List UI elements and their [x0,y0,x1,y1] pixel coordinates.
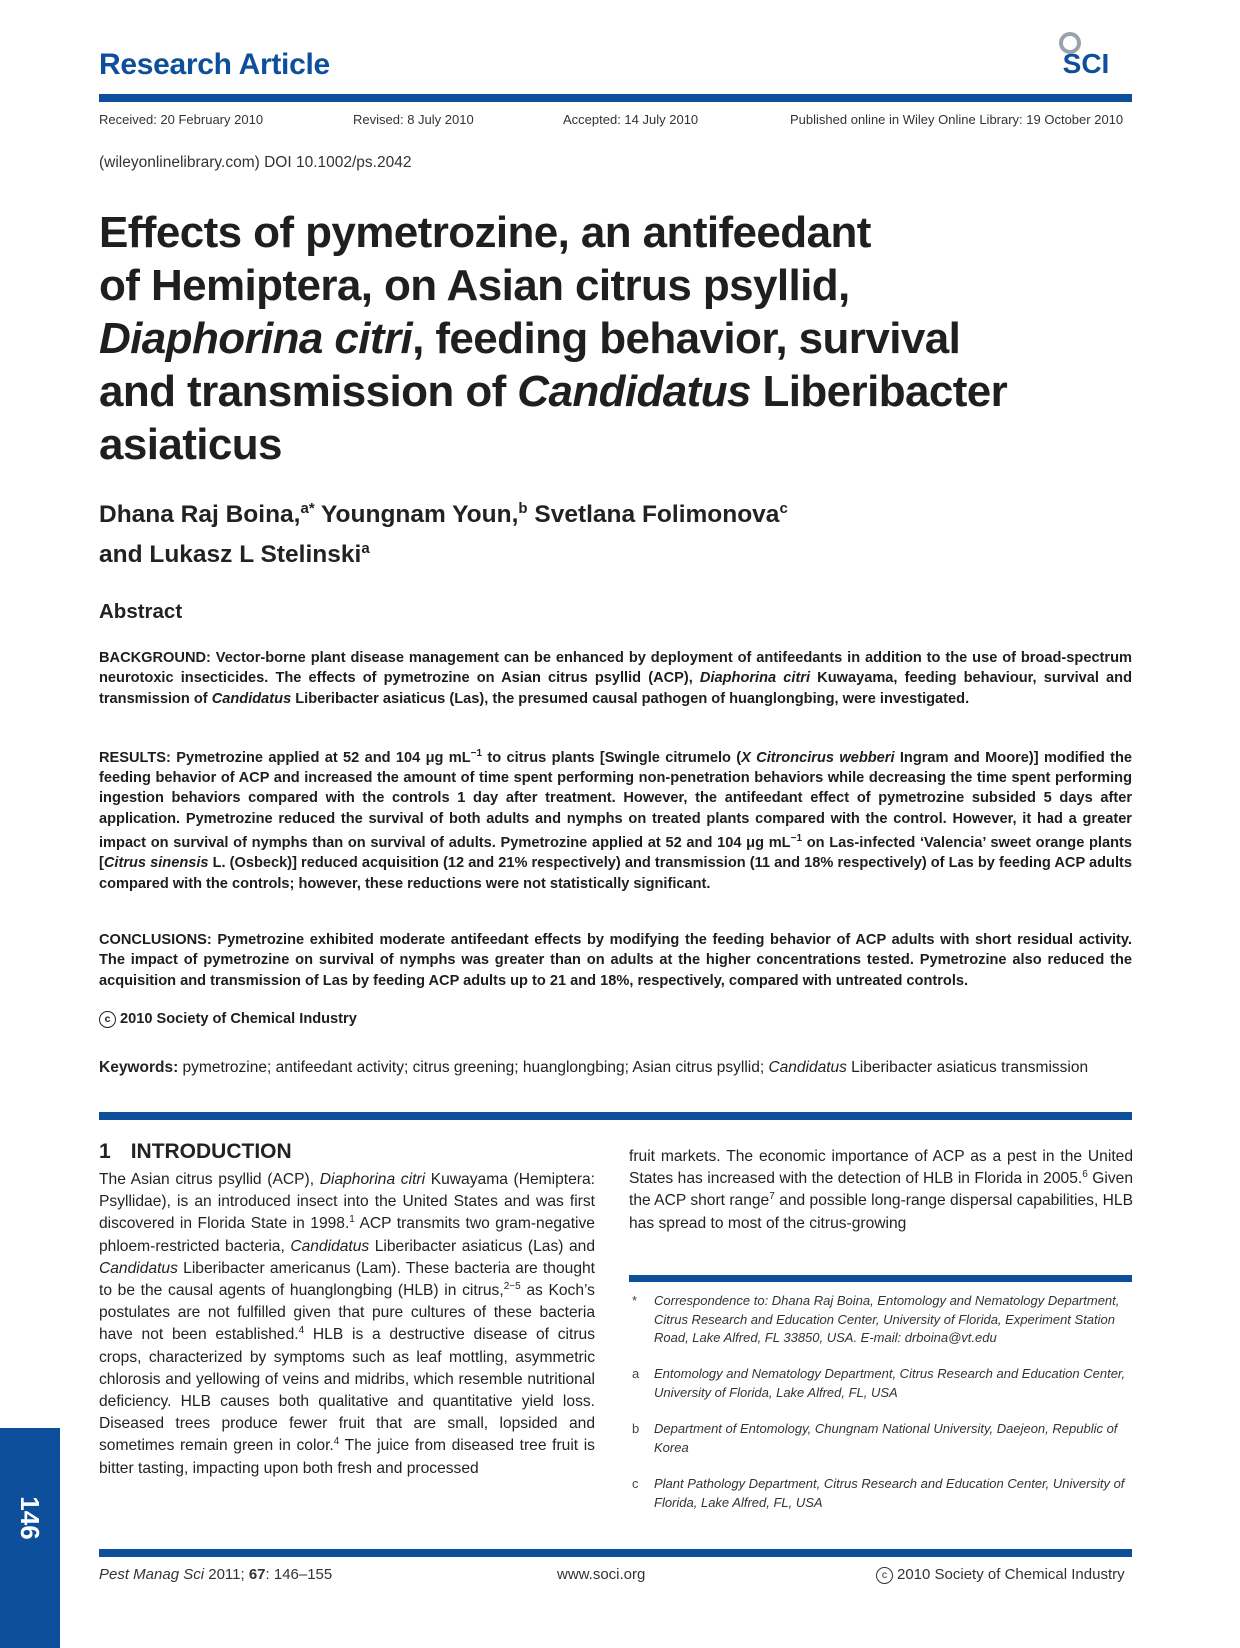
journal-name: Pest Manag Sci [99,1566,205,1583]
author-name: and Lukasz L Stelinski [99,541,362,569]
author-list [99,492,1139,572]
abstract-heading: Abstract [99,600,183,623]
body-text: as Koch’s postulates are not fulfilled given that pure cultures of these bacteria have not been established. [99,1282,595,1344]
citation-sup: 7 [769,1191,775,1203]
footnote-text: Entomology and Nematology Department, Citrus Research and Education Center, University of Florida, Lake Alfred, FL, USA [654,1366,1126,1400]
footnote-mark: c [632,1476,639,1491]
abstract-italic: Citrus sinensis [103,855,209,872]
journal-pages: : 146–155 [265,1566,333,1583]
abstract-results [99,744,1132,894]
abstract-text: RESULTS: Pymetrozine applied at 52 and 104 μg mL [99,749,471,766]
citation-sup: 4 [298,1325,305,1337]
title-italic: Candidatus [517,367,751,416]
body-italic: Candidatus [99,1259,178,1277]
abstract-text: Kuwayama, feeding behaviour, survival and transmission of [99,670,1132,707]
author-name: Svetlana Folimonova [527,501,780,529]
citation-sup: 1 [349,1214,355,1226]
body-text: The Asian citrus psyllid (ACP), [99,1171,320,1188]
footnote-affiliation-b [632,1420,1132,1457]
keywords-text: Liberibacter asiaticus transmission [846,1059,1089,1076]
intro-paragraph-right [629,1146,1133,1235]
body-text: Liberibacter americanus (Lam). These bacteria are thought to be the causal agents of huanglongbing (HLB) in citrus, [99,1259,595,1300]
journal-volume: 67 [248,1566,266,1583]
abstract-italic: Diaphorina citri [699,670,811,687]
journal-citation [99,1566,332,1583]
keywords-label: Keywords: [99,1059,179,1076]
body-text: Given the ACP short range [629,1170,1133,1210]
title-line: of Hemiptera, on Asian citrus psyllid, [99,261,850,310]
keywords-italic: Candidatus [768,1059,847,1076]
footnote-affiliation-a [632,1365,1132,1402]
abstract-sup: −1 [470,748,483,759]
author-affiliation: a* [300,500,315,517]
abstract-italic: X Citroncirus webberi [741,749,895,766]
sci-logo-text: SCI [1062,48,1110,79]
author-name: Youngnam Youn, [314,501,519,529]
abstract-rule [99,1112,1132,1120]
author-affiliation: c [779,500,788,517]
body-text: Kuwayama (Hemiptera: Psyllidae), is an introduced insect into the United States and was first discovered in Florida State in 1998. [99,1171,595,1233]
citation-sup: 4 [333,1436,340,1448]
citation-sup: 6 [1082,1169,1088,1181]
footnote-correspondence [632,1292,1132,1348]
journal-year: 2011; [204,1566,249,1583]
footnote-mark: b [632,1421,640,1436]
body-text: fruit markets. The economic importance of ACP as a pest in the United States has increased with the detection of HLB in Florida in 2005. [629,1148,1133,1188]
abstract-text: L. (Osbeck)] reduced acquisition (12 and 21% respectively) and transmission (11 and 18% respectively) of Las by feeding ACP adults compared with the controls; however, these reductions were not statistically significant. [99,855,1132,892]
abstract-text: Liberibacter asiaticus (Las), the presumed causal pathogen of huanglongbing, were investigated. [291,690,970,707]
website-link[interactable]: www.soci.org [557,1566,646,1583]
body-text: HLB is a destructive disease of citrus crops, characterized by symptoms such as leaf mottling, asymmetric chlorosis and yellowing of veins and midribs, which resemble nutritional deficiency. HLB causes both qualitative and quantitative yield loss. Diseased trees produce fewer fruit that are small, lopsided and sometimes remain green in color. [99,1326,595,1455]
copyright-icon: c [876,1567,893,1584]
abstract-italic: Candidatus [211,690,292,707]
abstract-sup: −1 [790,833,803,845]
author-affiliation: a [361,540,370,558]
body-text: ACP transmits two gram-negative phloem-restricted bacteria, [99,1215,595,1255]
keywords-text: pymetrozine; antifeedant activity; citrus greening; huanglongbing; Asian citrus psyllid; [178,1059,769,1076]
copyright-icon: c [99,1011,116,1028]
body-text: The juice from diseased tree fruit is bitter tasting, impacting upon both fresh and processed [99,1437,595,1477]
section-title: INTRODUCTION [130,1140,292,1163]
title-line: Effects of pymetrozine, an antifeedant [99,208,871,257]
sci-logo-icon [1048,30,1128,82]
article-title [99,206,1139,471]
received-date: Received: 20 February 2010 [99,112,264,127]
footnote-text: Department of Entomology, Chungnam National University, Daejeon, Republic of Korea [654,1421,1118,1455]
doi: (wileyonlinelibrary.com) DOI 10.1002/ps.2042 [99,154,412,171]
title-line: and transmission of [99,367,518,416]
page-number: 146 [15,1496,45,1540]
author-affiliation: b [518,500,528,517]
title-italic: Diaphorina citri [99,314,413,363]
abstract-conclusions: CONCLUSIONS: Pymetrozine exhibited moderate antifeedant effects by modifying the feeding behavior of ACP adults with short residual activity. The impact of pymetrozine on survival of nymphs was greater than on adults at the higher concentrations tested. Pymetrozine also reduced the acquisition and transmission of Las by feeding ACP adults up to 21 and 18%, respectively, compared with untreated controls. [99,932,1132,989]
author-name: Dhana Raj Boina, [99,501,301,529]
abstract-text: Ingram and Moore)] modified the feeding behavior of ACP and increased the amount of time spent performing non-penetration behaviors while decreasing the time spent performing ingestion behaviors compared with the controls 1 day after treatment. However, the antifeedant effect of pymetrozine subsided 5 days after application. Pymetrozine reduced the survival of both adults and nymphs on treated plants compared with the control. However, it had a greater impact on survival of nymphs than on survival of adults. Pymetrozine applied at 52 and 104 μg mL [99,749,1132,851]
copyright-text: 2010 Society of Chemical Industry [120,1011,357,1027]
footnote-mark: a [632,1366,640,1381]
abstract-text: BACKGROUND: Vector-borne plant disease management can be enhanced by deployment of antifeedants in addition to the use of broad-spectrum neurotoxic insecticides. The effects of pymetrozine on Asian citrus psyllid (ACP), [99,650,1132,687]
title-line: , feeding behavior, survival [412,314,961,363]
section-number: 1 [99,1140,111,1163]
revised-date: Revised: 8 July 2010 [353,112,474,127]
abstract-text: on Las-infected ‘Valencia’ sweet orange plants [ [99,834,1132,872]
header-rule [99,94,1132,102]
citation-sup: 2−5 [503,1280,521,1292]
article-type-label: Research Article [99,48,330,81]
intro-paragraph-left [99,1169,595,1480]
body-italic: Candidatus [290,1237,370,1255]
copyright-text: 2010 Society of Chemical Industry [897,1566,1125,1583]
body-text: Liberibacter asiaticus (Las) and [369,1237,596,1255]
accepted-date: Accepted: 14 July 2010 [563,112,699,127]
abstract-background [99,648,1132,709]
footnote-text: Plant Pathology Department, Citrus Research and Education Center, University of Florida, Lake Alfred, FL, USA [654,1476,1125,1510]
title-line: Liberibacter [750,367,1008,416]
title-line: asiaticus [99,420,282,469]
footer-rule [99,1549,1132,1557]
abstract-text: to citrus plants [Swingle citrumelo ( [482,749,742,766]
sci-logo [1048,30,1128,82]
footnote-rule [629,1275,1132,1282]
footnote-mark: * [632,1293,638,1308]
section-heading [99,1140,292,1164]
published-date: Published online in Wiley Online Library: 19 October 2010 [790,112,1124,127]
footer-copyright [876,1566,1125,1584]
body-text: and possible long-range dispersal capabilities, HLB has spread to most of the citrus-growing [629,1192,1133,1232]
body-italic: Diaphorina citri [319,1171,426,1188]
footnote-affiliation-c [632,1475,1132,1512]
abstract-copyright [99,1011,357,1028]
footnote-text: Correspondence to: Dhana Raj Boina, Entomology and Nematology Department, Citrus Research and Education Center, University of Florida, Experiment Station Road, Lake Alfred, FL 33850, USA. E-mail: drboina@vt.edu [654,1293,1120,1345]
keywords [99,1057,1132,1078]
